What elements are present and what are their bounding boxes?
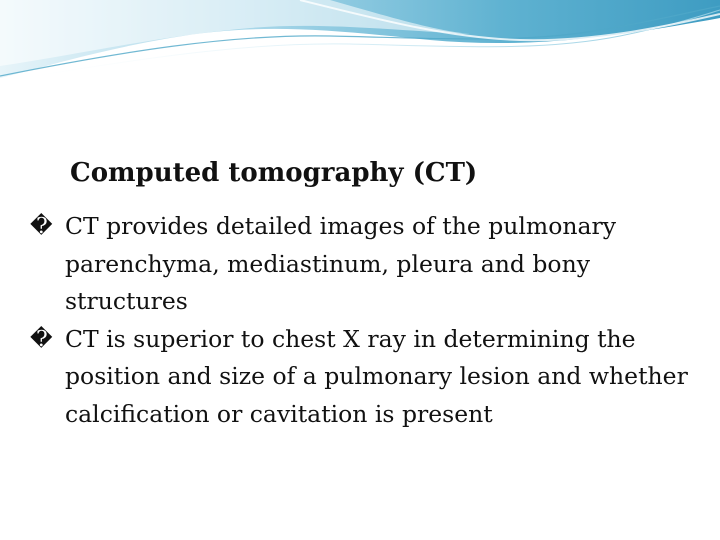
bullet-marker: �	[30, 214, 53, 239]
bullet-text: CT is superior to chest X ray in determining the position and size of a pulmonary lesion and whether calcification or cavitation is present	[65, 324, 688, 428]
bullet-list	[30, 208, 690, 433]
bullet-item-ct-detail	[30, 208, 690, 321]
bullet-text: CT provides detailed images of the pulmonary parenchyma, mediastinum, pleura and bony structures	[65, 212, 617, 315]
bullet-marker: �	[30, 326, 53, 352]
slide-title: Computed tomography (CT)	[70, 158, 478, 188]
wave-decoration	[0, 0, 720, 90]
bullet-item-ct-superior	[30, 321, 690, 434]
